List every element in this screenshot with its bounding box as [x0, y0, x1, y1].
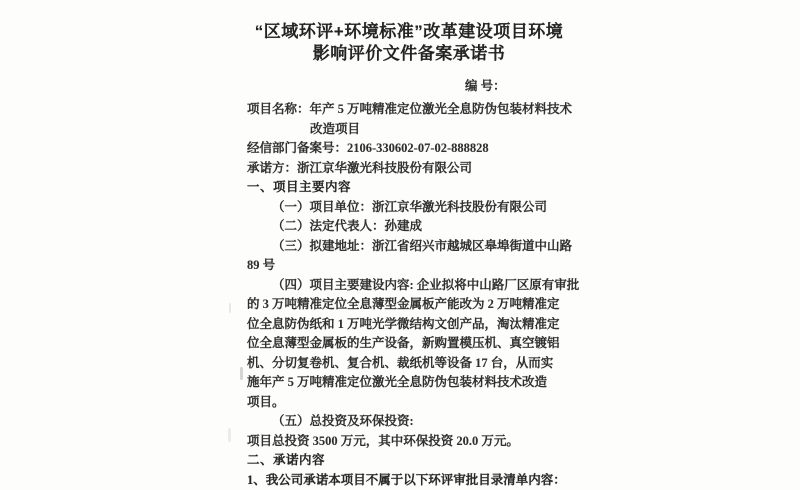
document-title: [235, 21, 583, 64]
doc-line-construction-2: 的 3 万吨精准定位全息薄型金属板产能改为 2 万吨精准定: [247, 297, 560, 311]
serial-number-label: 编 号：: [465, 79, 506, 93]
doc-line-committer: 承诺方：浙江京华激光科技股份有限公司: [247, 160, 473, 175]
doc-line-legal-rep: （二）法定代表人：孙建成: [272, 219, 423, 233]
doc-line-project-name: 项目名称：年产 5 万吨精准定位激光全息防伪包装材料技术: [247, 102, 573, 116]
doc-line-construction-3: 位全息防伪纸和 1 万吨光学微结构文创产品，淘汰精准定: [247, 316, 560, 331]
document-body: [247, 100, 580, 490]
scan-artifact: [229, 303, 231, 313]
doc-line-address: （三）拟建地址：浙江省绍兴市越城区皋埠街道中山路: [272, 238, 573, 253]
doc-line-construction-1: （四）项目主要建设内容: 企业拟将中山路厂区原有审批: [272, 277, 580, 292]
doc-line-construction-5: 机、分切复卷机、复合机、裁纸机等设备 17 台，从而实: [247, 355, 554, 370]
doc-line-investment-title: （五）总投资及环保投资:: [272, 414, 414, 428]
scan-artifact: [240, 367, 243, 380]
document-title-line2: 影响评价文件备案承诺书: [312, 43, 506, 63]
doc-line-construction-4: 位全息薄型金属板的生产设备，新购置模压机、真空镀铝: [247, 336, 560, 350]
doc-line-investment-detail: 项目总投资 3500 万元，其中环保投资 20.0 万元。: [247, 433, 519, 448]
doc-line-address-wrap: 89 号: [247, 258, 276, 272]
doc-line-project-name-wrap: 改造项目: [310, 121, 361, 136]
doc-line-construction-6: 施年产 5 万吨精准定位激光全息防伪包装材料技术改造: [247, 375, 548, 389]
doc-line-filing-number: 经信部门备案号：2106-330602-07-02-888828: [247, 141, 489, 155]
document-title-line1: “区域环评+环境标准”改革建设项目环境: [254, 22, 564, 41]
doc-line-project-unit: （一）项目单位：浙江京华激光科技股份有限公司: [272, 199, 548, 214]
scan-artifact: [228, 428, 231, 442]
doc-line-commitment-1: 1、我公司承诺本项目不属于以下环评审批目录清单内容：: [247, 472, 566, 487]
section-heading-2: 二、承诺内容: [247, 453, 326, 467]
section-heading-1: 一、项目主要内容: [247, 180, 352, 194]
doc-line-construction-7: 项目。: [247, 394, 285, 409]
